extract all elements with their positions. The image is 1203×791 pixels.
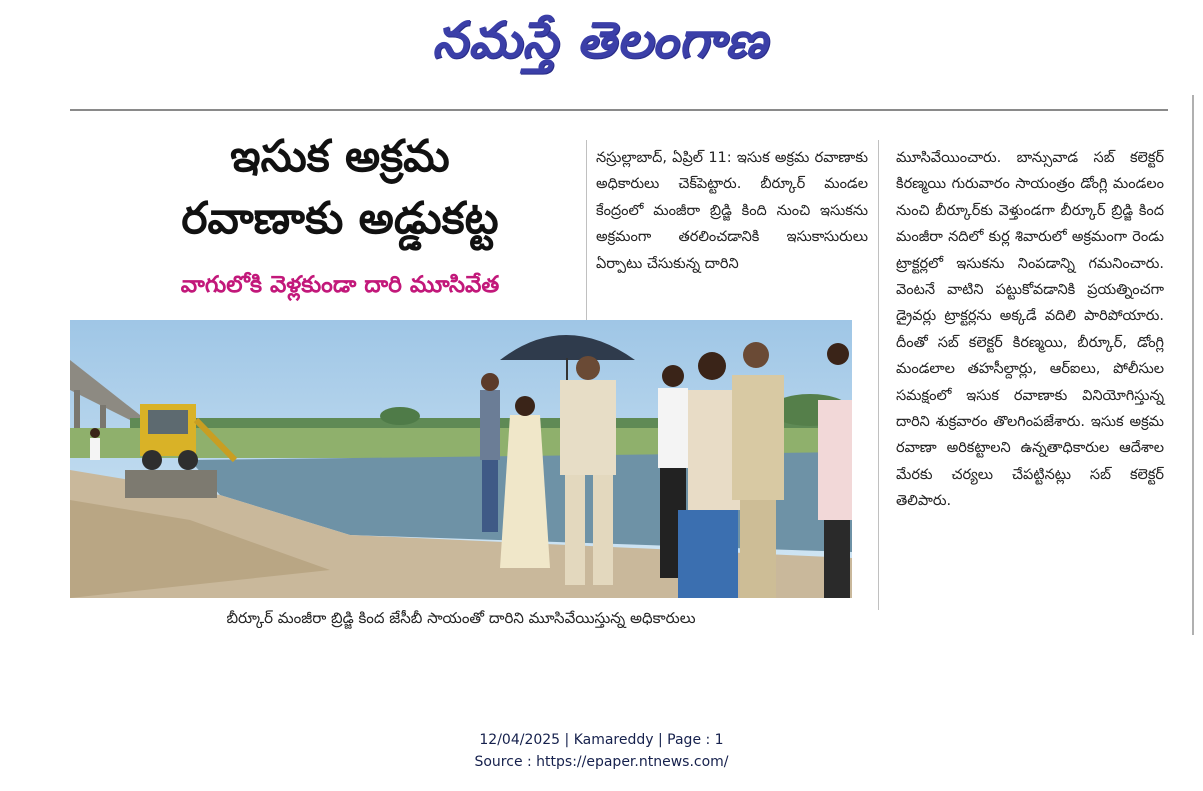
- article-paragraph: నస్రుల్లాబాద్‌, ఏప్రిల్‌ 11: ఇసుక అక్రమ రవాణాకు అధికారులు చెక్‌పెట్టారు. బీర్కూర్‌ మండల కేంద్రంలో మంజీరా బ్రిడ్జి కింది నుంచి ఇసుకను అక్రమంగా తరలించడానికి ఇసుకాసురులు ఏర్పాటు చేసుకున్న దారిని: [596, 150, 868, 272]
- article-column-2: [896, 145, 1164, 515]
- person: [90, 428, 100, 460]
- column-divider: [586, 140, 587, 320]
- source-link[interactable]: Source : https://epaper.ntnews.com/: [474, 754, 729, 770]
- person: [480, 373, 500, 532]
- headline-line-1: ఇసుక అక్రమ: [230, 131, 450, 182]
- header-divider: [70, 109, 1168, 111]
- article-subheadline: వాగులోకి వెళ్లకుండా దారి మూసివేత: [180, 272, 500, 298]
- photo-caption: బీర్కూర్‌ మంజీరా బ్రిడ్జి కింద జేసీబీ సాయంతో దారిని మూసివేయిస్తున్న అధికారులు: [226, 609, 696, 627]
- edition-info: 12/04/2025 | Kamareddy | Page : 1: [479, 732, 724, 748]
- article-headline: [120, 126, 560, 250]
- page-right-border: [1192, 95, 1194, 635]
- column-divider: [878, 140, 879, 610]
- photo-illustration: [70, 320, 852, 598]
- page-footer: [0, 729, 1203, 773]
- article-paragraph: మూసివేయించారు. బాన్సువాడ సబ్‌ కలెక్టర్‌ కిరణ్మయి గురువారం సాయంత్రం డోంగ్లి మండలం నుంచి బీర్కూర్‌కు వెళ్తుండగా బీర్కూర్‌ బ్రిడ్జి కింద మంజీరా నదిలో కుర్ల శివారులో అక్రమంగా రెండు ట్రాక్టర్లలో ఇసుకను నింపడాన్ని గమనించారు. వెంటనే వాటిని పట్టుకోవడానికి ప్రయత్నించగా డ్రైవర్లు ట్రాక్టర్లను అక్కడే వదిలి పారిపోయారు. దీంతో సబ్‌ కలెక్టర్‌ కిరణ్మయి, బీర్కూర్‌, డోంగ్లి మండలాల తహసీల్దార్లు, ఆర్‌ఐలు, పోలీసుల సమక్షంలో ఇసుక రవాణాకు వినియోగిస్తున్న దారిని శుక్రవారం తొలగింపజేశారు. ఇసుక అక్రమ రవాణా అరికట్టాలని ఉన్నతాధికారుల ఆదేశాల మేరకు చర్యలు చేపట్టినట్లు సబ్‌ కలెక్టర్‌ తెలిపారు.: [896, 150, 1164, 510]
- headline-line-2: రవాణాకు అడ్డుకట్ట: [181, 193, 499, 244]
- newspaper-masthead: నమస్తే తెలంగాణ: [432, 10, 768, 69]
- article-column-1: [596, 145, 868, 277]
- news-photo: [70, 320, 852, 598]
